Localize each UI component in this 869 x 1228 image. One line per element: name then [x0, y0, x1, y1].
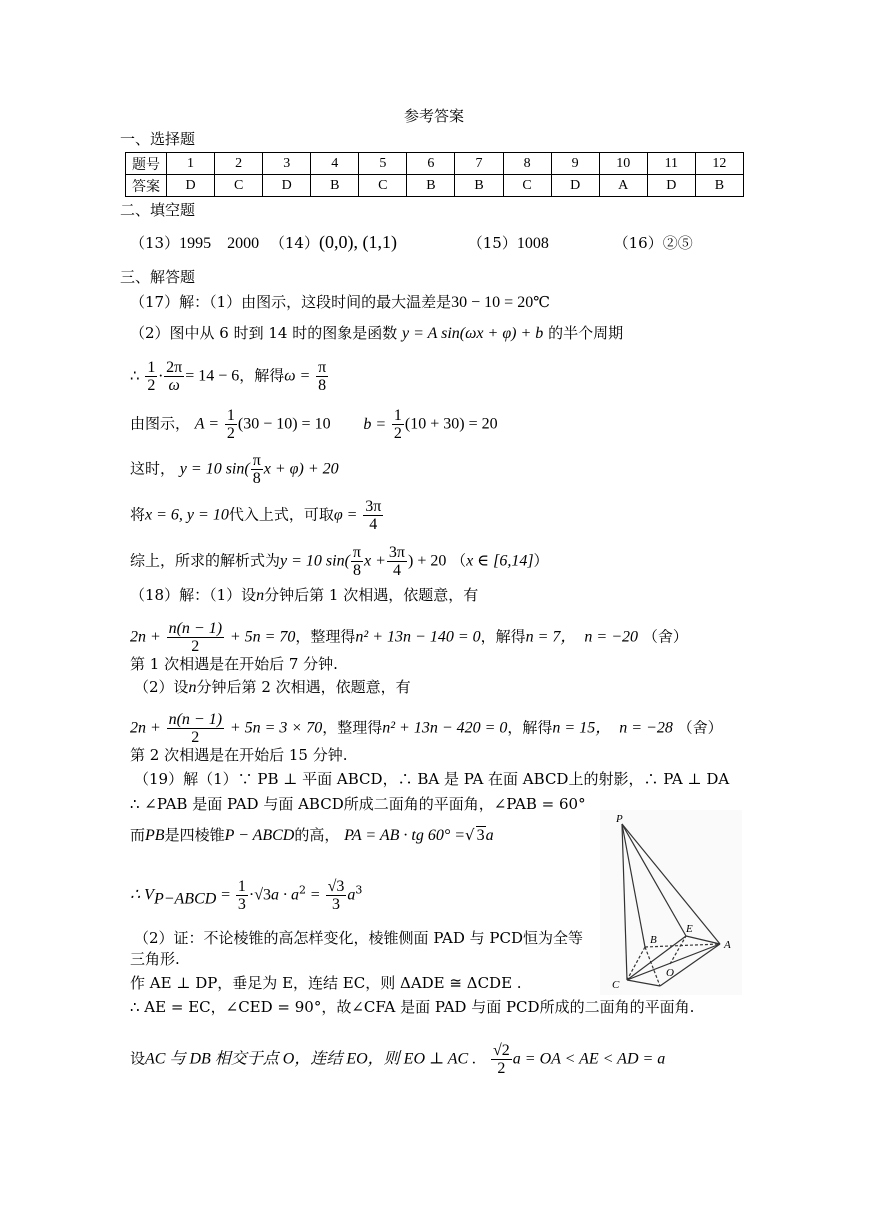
q16-answer: ②⑤	[662, 234, 693, 252]
denominator: 2	[226, 425, 235, 442]
formula: (30 − 10) = 10	[237, 415, 331, 433]
variable: n	[188, 679, 197, 696]
table-cell: 6	[407, 153, 455, 175]
text: ，整理得	[322, 718, 383, 737]
table-cell: A	[599, 175, 647, 197]
section-heading-solutions: 三、解答题	[120, 268, 196, 286]
formula: = 14 − 6	[185, 367, 240, 385]
formula: PA = AB · tg 60° =	[344, 827, 466, 844]
text: ，解得	[480, 627, 526, 646]
p19-line1: （19）解（1）∵ PB ⊥ 平面 ABCD，∴ BA 是 PA 在面 ABCD上的射影，∴ PA ⊥ DA	[134, 770, 730, 788]
text: ，解得	[507, 718, 553, 737]
formula: b =	[363, 415, 387, 433]
q14-label: （14）	[269, 234, 319, 252]
text: 设	[130, 1049, 146, 1068]
table-cell: D	[647, 175, 695, 197]
text: （18）解：（1）设	[130, 586, 257, 604]
formula: ·	[248, 886, 255, 904]
fraction	[225, 407, 237, 442]
p18-line3: 第 1 次相遇是在开始后 7 分钟.	[130, 655, 338, 673]
formula: ， n = −28	[595, 719, 673, 737]
radicand: 3	[476, 827, 485, 844]
p17-line7	[130, 544, 549, 579]
fill-answers-line	[130, 233, 693, 253]
answer-table	[125, 152, 744, 197]
pyramid-figure	[600, 810, 742, 995]
superscript: 2	[299, 883, 306, 897]
unit: ℃	[533, 293, 550, 311]
p17-line1	[130, 293, 550, 312]
numerator: 1	[226, 407, 235, 424]
p18-line5	[130, 711, 723, 746]
numerator: n(n − 1)	[168, 711, 223, 728]
table-cell: 7	[455, 153, 503, 175]
fraction	[326, 878, 347, 913]
p19-line6: 三角形.	[130, 950, 180, 968]
text: ）	[533, 551, 549, 570]
p17-line2	[130, 324, 623, 343]
formula: ω =	[284, 367, 311, 385]
text: 分钟后第 2 次相遇，依题意，有	[196, 678, 411, 696]
fraction	[392, 407, 404, 442]
formula: =	[221, 886, 231, 904]
formula: ∴ V	[130, 886, 154, 904]
denominator: 4	[369, 516, 378, 533]
table-cell: 10	[599, 153, 647, 175]
edge-bd	[645, 947, 660, 986]
edge-bc	[627, 947, 645, 980]
fraction	[491, 1042, 512, 1077]
formula: A =	[194, 415, 220, 433]
fraction	[251, 452, 263, 487]
section-heading-choice: 一、选择题	[120, 130, 196, 148]
table-cell: 5	[359, 153, 407, 175]
table-cell: 9	[551, 153, 599, 175]
pyramid-diagram	[600, 810, 742, 995]
formula: ， n = −20	[560, 628, 639, 646]
formula: y = A sin(ωx + φ) + b	[402, 325, 544, 342]
formula: PB	[145, 827, 165, 844]
numerator: 2π	[166, 359, 183, 376]
text: 将	[130, 505, 146, 524]
table-cell: 2	[215, 153, 263, 175]
table-cell: D	[551, 175, 599, 197]
table-cell: 4	[311, 153, 359, 175]
p19-line5: （2）证：不论棱锥的高怎样变化，棱锥侧面 PAD 与 PCD恒为全等	[134, 929, 584, 947]
page-title: 参考答案	[404, 107, 465, 125]
formula: x = 6, y = 10	[145, 506, 229, 524]
text: 而	[130, 826, 146, 844]
text: ，解得	[239, 366, 285, 385]
q16-label: （16）	[613, 234, 663, 252]
formula: n² + 13n − 420 = 0	[382, 719, 508, 737]
answer-table-answer-row	[126, 175, 744, 197]
formula: a · a	[271, 886, 299, 904]
table-cell: C	[215, 175, 263, 197]
text: 这时，	[130, 459, 176, 478]
fraction	[351, 544, 363, 579]
p17-line6	[130, 498, 384, 533]
denominator: ω	[168, 377, 180, 394]
formula: a	[485, 827, 494, 844]
text: （	[451, 551, 467, 570]
denominator: 8	[252, 470, 261, 487]
answer-table-number-row	[126, 153, 744, 175]
p19-line2: ∴ ∠PAB 是面 PAD 与面 ABCD所成二面角的平面角，∠PAB = 60°	[130, 795, 586, 813]
p17-line3: ∴ $\frac{1}{2}$ · $\frac{2\pi}{\omega}$ = 14 − 6，解得ω = $\frac{\pi}{8}$	[130, 359, 327, 394]
sqrt-sign: √	[465, 826, 475, 844]
q13-answer: 1995 2000	[179, 235, 260, 252]
label-c: C	[612, 979, 620, 991]
denominator: 8	[318, 377, 327, 394]
formula: + 5n = 3 × 70	[229, 719, 323, 737]
table-cell: 1	[167, 153, 215, 175]
table-cell: 12	[695, 153, 743, 175]
row-label-number: 题号	[126, 153, 167, 175]
formula: φ =	[333, 506, 358, 524]
formula: a	[347, 886, 356, 904]
numerator: 3π	[365, 498, 382, 515]
p19-line8: ∴ AE = EC，∠CED = 90°，故∠CFA 是面 PAD 与面 PCD所成的二面角的平面角.	[130, 998, 695, 1016]
p19-line4	[130, 878, 362, 913]
label-p: P	[616, 813, 623, 825]
p18-line6: 第 2 次相遇是在开始后 15 分钟.	[130, 746, 348, 764]
section-heading-fill: 二、填空题	[120, 201, 196, 219]
numerator: 1	[237, 878, 246, 895]
numerator: π	[252, 452, 261, 469]
table-cell: B	[407, 175, 455, 197]
text: ，整理得	[295, 627, 356, 646]
formula: x ∈ [6,14]	[466, 552, 534, 570]
formula: AC 与 DB 相交于点 O，连结 EO，则 EO ⊥ AC .	[145, 1050, 477, 1068]
formula: n = 7	[525, 628, 561, 646]
p19-line9	[130, 1042, 665, 1077]
p17-line4	[130, 407, 498, 442]
fraction	[316, 359, 328, 394]
superscript: 3	[355, 883, 363, 897]
fraction	[236, 878, 248, 913]
formula: a = OA < AE < AD = a	[512, 1050, 666, 1068]
text: （舍）	[642, 627, 688, 646]
numerator: 3π	[388, 544, 405, 561]
therefore: ∴	[130, 366, 140, 385]
table-cell: C	[503, 175, 551, 197]
text: （舍）	[677, 718, 723, 737]
fraction	[387, 544, 407, 579]
p19-line3	[130, 826, 494, 845]
formula: y = 10 sin(	[179, 460, 250, 478]
formula: 30 − 10 = 20	[451, 294, 534, 311]
table-cell: B	[455, 175, 503, 197]
label-e: E	[686, 923, 693, 935]
numerator: √2	[493, 1042, 510, 1059]
formula: P − ABCD	[224, 827, 295, 844]
formula: x + φ) + 20	[263, 460, 339, 478]
numerator: π	[318, 359, 327, 376]
table-cell: D	[263, 175, 311, 197]
fraction	[167, 620, 224, 655]
table-cell: B	[311, 175, 359, 197]
text: （2）设	[134, 678, 189, 696]
denominator: 2	[393, 425, 402, 442]
numerator: π	[352, 544, 361, 561]
p18-line1	[130, 586, 478, 605]
fraction	[164, 359, 184, 394]
q15-answer: 1008	[516, 235, 549, 252]
text: 代入上式，可取	[228, 505, 334, 524]
subscript: P−ABCD	[153, 890, 217, 908]
variable: n	[256, 587, 265, 604]
label-a: A	[724, 939, 731, 951]
text: 是四棱锥	[164, 826, 225, 844]
label-o: O	[666, 967, 674, 979]
text: 的高，	[294, 826, 340, 844]
table-cell: 11	[647, 153, 695, 175]
formula: =	[310, 886, 320, 904]
denominator: 2	[191, 638, 200, 655]
text: 综上，所求的解析式为	[130, 551, 281, 570]
text: （2）图中从 6 时到 14 时的图象是函数	[130, 324, 398, 342]
label-b: B	[650, 934, 657, 946]
formula: ) + 20	[407, 552, 447, 570]
q15-label: （15）	[467, 234, 517, 252]
text: 的半个周期	[548, 324, 624, 342]
numerator: √3	[327, 878, 345, 895]
formula: + 5n = 70	[229, 628, 296, 646]
table-cell: B	[695, 175, 743, 197]
numerator: 1	[393, 407, 402, 424]
formula: (10 + 30) = 20	[404, 415, 498, 433]
denominator: 8	[352, 562, 361, 579]
formula: 2n +	[130, 719, 161, 737]
formula: 2n +	[130, 628, 161, 646]
q14-answer: (0,0), (1,1)	[318, 232, 397, 252]
denominator: 4	[392, 562, 401, 579]
denominator: 2	[497, 1060, 506, 1077]
text: 由图示，	[130, 414, 191, 433]
fraction	[363, 498, 383, 533]
text: （17）解：（1）由图示，这段时间的最大温差是	[130, 293, 452, 311]
denominator: 3	[331, 896, 340, 913]
formula: x +	[364, 552, 386, 570]
numerator: 1	[147, 359, 156, 376]
q13-label: （13）	[130, 234, 180, 252]
formula: y = 10 sin(	[280, 552, 350, 570]
row-label-answer: 答案	[126, 175, 167, 197]
edge-pe	[622, 824, 686, 936]
edge-da	[660, 944, 720, 986]
p18-line4	[134, 678, 411, 697]
table-cell: D	[167, 175, 215, 197]
formula: n = 15	[552, 719, 596, 737]
fraction	[167, 711, 224, 746]
edge-pa	[622, 824, 720, 944]
table-cell: C	[359, 175, 407, 197]
formula: n² + 13n − 140 = 0	[355, 628, 481, 646]
formula: √3	[254, 886, 271, 904]
p18-line2	[130, 620, 688, 655]
text: 分钟后第 1 次相遇，依题意，有	[264, 586, 479, 604]
denominator: 3	[237, 896, 246, 913]
table-cell: 3	[263, 153, 311, 175]
fraction	[145, 359, 157, 394]
edge-cd	[627, 980, 660, 986]
numerator: n(n − 1)	[168, 620, 223, 637]
p19-line7: 作 AE ⊥ DP，垂足为 E，连结 EC，则 ΔADE ≅ ΔCDE .	[130, 974, 522, 992]
denominator: 2	[147, 377, 156, 394]
table-cell: 8	[503, 153, 551, 175]
denominator: 2	[191, 729, 200, 746]
p17-line5	[130, 452, 339, 487]
